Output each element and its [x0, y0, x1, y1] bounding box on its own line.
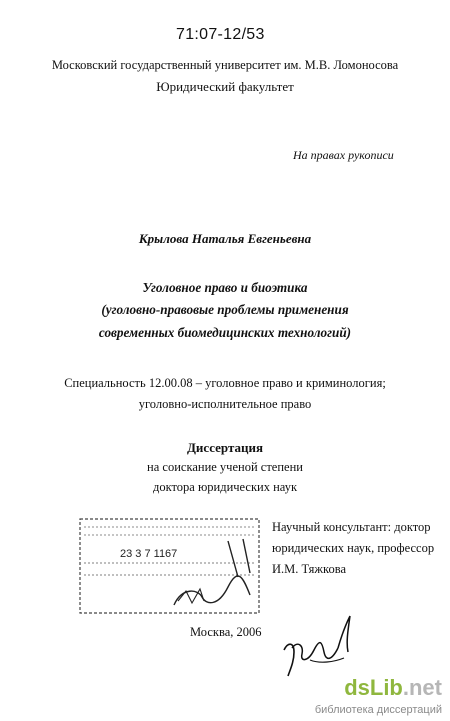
faculty-name: Юридический факультет [156, 79, 294, 94]
specialty-line-2: уголовно-исполнительное право [138, 397, 312, 411]
city-year: Москва, 2006 [190, 625, 262, 639]
advisor-line-1: Научный консультант: доктор [272, 520, 431, 534]
title-line-2: (уголовно-правовые проблемы применения [101, 302, 349, 317]
specialty-line-1: Специальность 12.00.08 – уголовное право и криминология; [64, 376, 386, 390]
dissertation-label: Диссертация [186, 440, 264, 455]
handwritten-signature [280, 612, 362, 682]
degree-line-1: на соискание ученой степени [147, 460, 303, 474]
manuscript-rights-note: На правах рукописи [293, 148, 394, 162]
title-line-1: Уголовное право и биоэтика [142, 280, 308, 295]
watermark-ds: ds [344, 675, 370, 700]
watermark-subtitle: библиотека диссертаций [314, 704, 442, 716]
advisor-line-2: юридических наук, профессор [272, 541, 435, 555]
university-name: Московский государственный университет им. М.В. Ломоносова [51, 58, 399, 72]
author-name: Крылова Наталья Евгеньевна [138, 231, 312, 246]
stamp-date-text: 23 3 7 1167 [120, 548, 178, 560]
watermark-net: .net [402, 675, 442, 700]
title-line-3: современных биомедицинских технологий) [98, 325, 352, 340]
dslib-watermark [267, 675, 442, 715]
watermark-lib: Lib [369, 675, 403, 700]
degree-line-2: доктора юридических наук [152, 480, 298, 494]
advisor-name: И.М. Тяжкова [272, 562, 347, 576]
library-stamp [78, 517, 261, 615]
archive-code: 71:07-12/53 [176, 26, 265, 43]
